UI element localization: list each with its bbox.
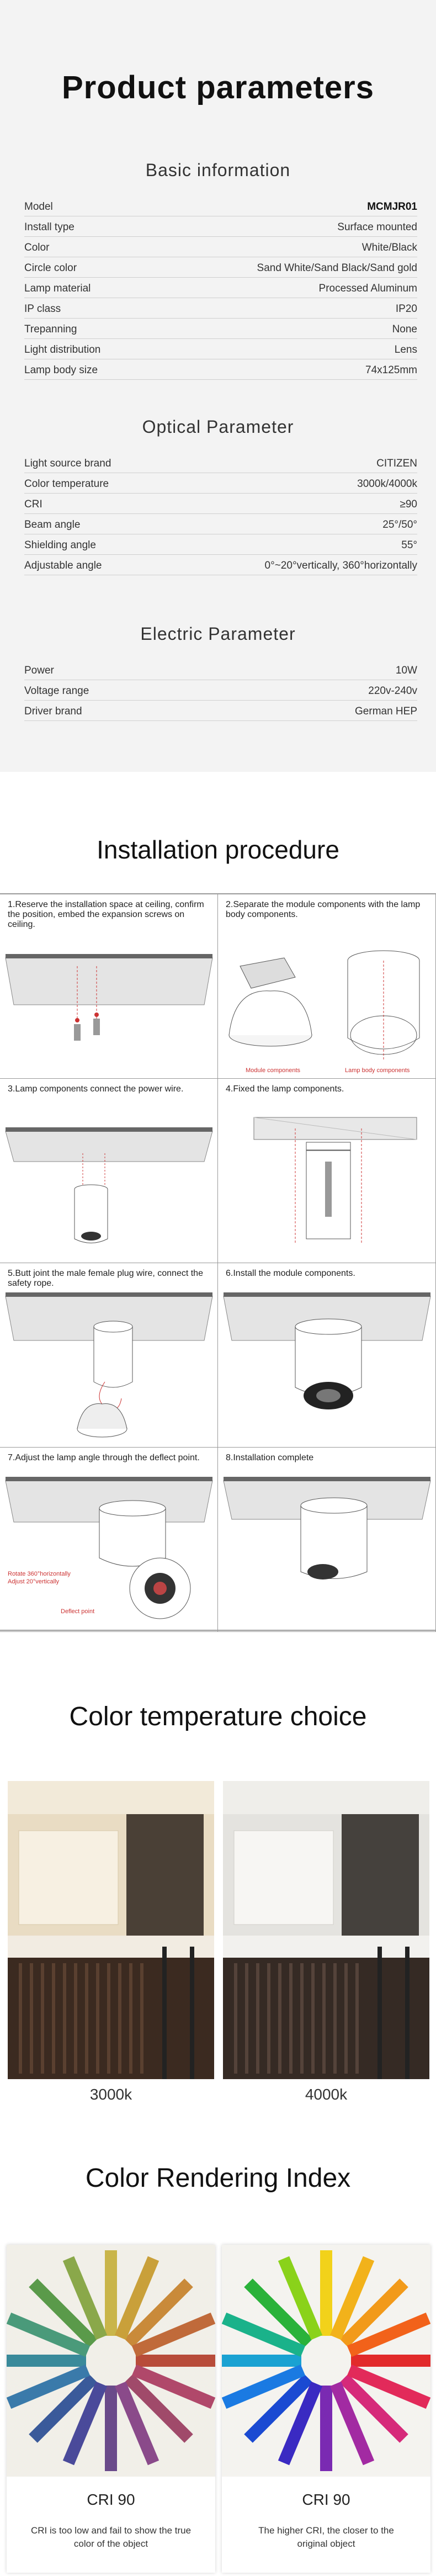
step-caption: 6.Install the module components. <box>226 1269 355 1278</box>
param-key: Circle color <box>24 262 77 274</box>
colored-pencils-image <box>222 2245 430 2477</box>
param-key: Install type <box>24 221 75 233</box>
param-value: 55° <box>401 539 417 551</box>
step-caption: 3.Lamp components connect the power wire. <box>8 1084 184 1094</box>
param-value: Sand White/Sand Black/Sand gold <box>257 262 417 274</box>
param-key: Voltage range <box>24 685 89 697</box>
param-row <box>24 514 417 534</box>
step-5-panel <box>0 1263 218 1448</box>
param-key: IP class <box>24 303 61 315</box>
param-key: Color temperature <box>24 478 109 490</box>
param-value: None <box>392 324 417 335</box>
installation-complete-illustration <box>218 1448 436 1632</box>
param-key: Color <box>24 242 50 253</box>
param-key: Trepanning <box>24 324 77 335</box>
cri-card-name: CRI 90 <box>302 2491 350 2508</box>
page-title: Product parameters <box>62 70 374 105</box>
param-value: 220v-240v <box>368 685 417 697</box>
step-caption: 8.Installation complete <box>226 1453 314 1462</box>
param-row <box>24 660 417 680</box>
param-row <box>24 680 417 701</box>
param-key: Model <box>24 201 53 213</box>
param-value: White/Black <box>361 242 417 253</box>
module-components-label: Module components <box>246 1067 301 1074</box>
param-value: 3000k/4000k <box>357 478 417 490</box>
param-value: MCMJR01 <box>367 201 417 213</box>
step-caption: 7.Adjust the lamp angle through the deflect point. <box>8 1453 200 1462</box>
color-temp-title: Color temperature choice <box>69 1702 367 1731</box>
param-key: Beam angle <box>24 519 81 531</box>
param-key: Power <box>24 665 54 676</box>
fix-lamp-illustration <box>218 1079 436 1263</box>
param-row <box>24 237 417 257</box>
4000k-label: 4000k <box>305 2086 348 2103</box>
param-row <box>24 534 417 555</box>
param-key: CRI <box>24 499 42 510</box>
colored-pencils-image <box>7 2245 215 2477</box>
param-value: ≥90 <box>400 499 417 510</box>
cri-card-desc: CRI is too low and fail to show the true color of the object <box>30 2525 192 2549</box>
param-key: Light source brand <box>24 458 111 469</box>
cri-card-low <box>7 2245 215 2573</box>
cri-card-high <box>222 2245 430 2573</box>
param-value: Processed Aluminum <box>318 283 417 294</box>
installation-title: Installation procedure <box>97 835 339 864</box>
param-key: Adjustable angle <box>24 560 102 571</box>
kitchen-4000k-photo <box>223 1781 429 2079</box>
step-caption: 4.Fixed the lamp components. <box>226 1084 344 1094</box>
param-key: Lamp material <box>24 283 91 294</box>
3000k-label: 3000k <box>89 2086 132 2103</box>
step-7-panel <box>0 1448 218 1632</box>
param-value: 74x125mm <box>365 364 417 376</box>
param-row <box>24 359 417 380</box>
step-caption: 2.Separate the module components with the lamp body components. <box>226 900 421 919</box>
step-1-panel <box>0 894 218 1079</box>
power-wire-illustration <box>0 1079 218 1263</box>
optical-param-table <box>24 453 417 575</box>
param-row <box>24 555 417 575</box>
param-value: Surface mounted <box>337 221 417 233</box>
optical-param-title: Optical Parameter <box>142 417 294 437</box>
param-key: Light distribution <box>24 344 101 356</box>
param-row <box>24 216 417 237</box>
param-row <box>24 196 417 216</box>
electric-param-table <box>24 660 417 721</box>
lamp-body-label: Lamp body components <box>345 1067 410 1074</box>
param-row <box>24 319 417 339</box>
param-value: 25°/50° <box>382 519 417 531</box>
param-key: Shielding angle <box>24 539 96 551</box>
kitchen-3000k-photo <box>8 1781 214 2079</box>
param-row <box>24 339 417 359</box>
deflect-label: Deflect point <box>61 1608 95 1615</box>
param-row <box>24 453 417 473</box>
param-row <box>24 494 417 514</box>
param-row <box>24 473 417 494</box>
cri-title: Color Rendering Index <box>85 2164 351 2193</box>
separate-components-illustration <box>218 894 436 1079</box>
step-6-panel <box>218 1263 436 1448</box>
param-row <box>24 298 417 319</box>
cri-card-name: CRI 90 <box>87 2491 135 2508</box>
step-4-panel <box>218 1079 436 1263</box>
basic-info-title: Basic information <box>145 160 291 180</box>
param-value: Lens <box>394 344 417 356</box>
param-value: 10W <box>395 665 417 676</box>
param-value: German HEP <box>355 706 417 717</box>
param-key: Lamp body size <box>24 364 98 376</box>
param-row <box>24 257 417 278</box>
step-caption: 5.Butt joint the male female plug wire, connect the safety rope. <box>8 1269 203 1288</box>
param-row <box>24 278 417 298</box>
param-value: 0°~20°vertically, 360°horizontally <box>264 560 417 571</box>
step-caption: 1.Reserve the installation space at ceiling, confirm the position, embed the expansion screws on ceiling. <box>8 900 204 929</box>
param-row <box>24 701 417 721</box>
install-module-illustration <box>218 1263 436 1448</box>
basic-info-table <box>24 196 417 380</box>
step-2-panel <box>218 894 436 1079</box>
adjust-angle-illustration <box>0 1448 218 1632</box>
step-8-panel <box>218 1448 436 1632</box>
param-value: IP20 <box>395 303 417 315</box>
plug-wire-illustration <box>0 1263 218 1448</box>
adjust-label: Adjust 20°vertically <box>8 1578 60 1585</box>
rotate-label: Rotate 360°horizontally <box>8 1571 71 1577</box>
installation-grid <box>0 893 436 1631</box>
step-3-panel <box>0 1079 218 1263</box>
ceiling-screws-illustration <box>0 894 218 1079</box>
param-key: Driver brand <box>24 706 82 717</box>
param-value: CITIZEN <box>376 458 417 469</box>
cri-card-desc: The higher CRI, the closer to the original object <box>258 2525 394 2549</box>
product-parameters-section <box>0 0 436 772</box>
electric-param-title: Electric Parameter <box>140 624 296 644</box>
